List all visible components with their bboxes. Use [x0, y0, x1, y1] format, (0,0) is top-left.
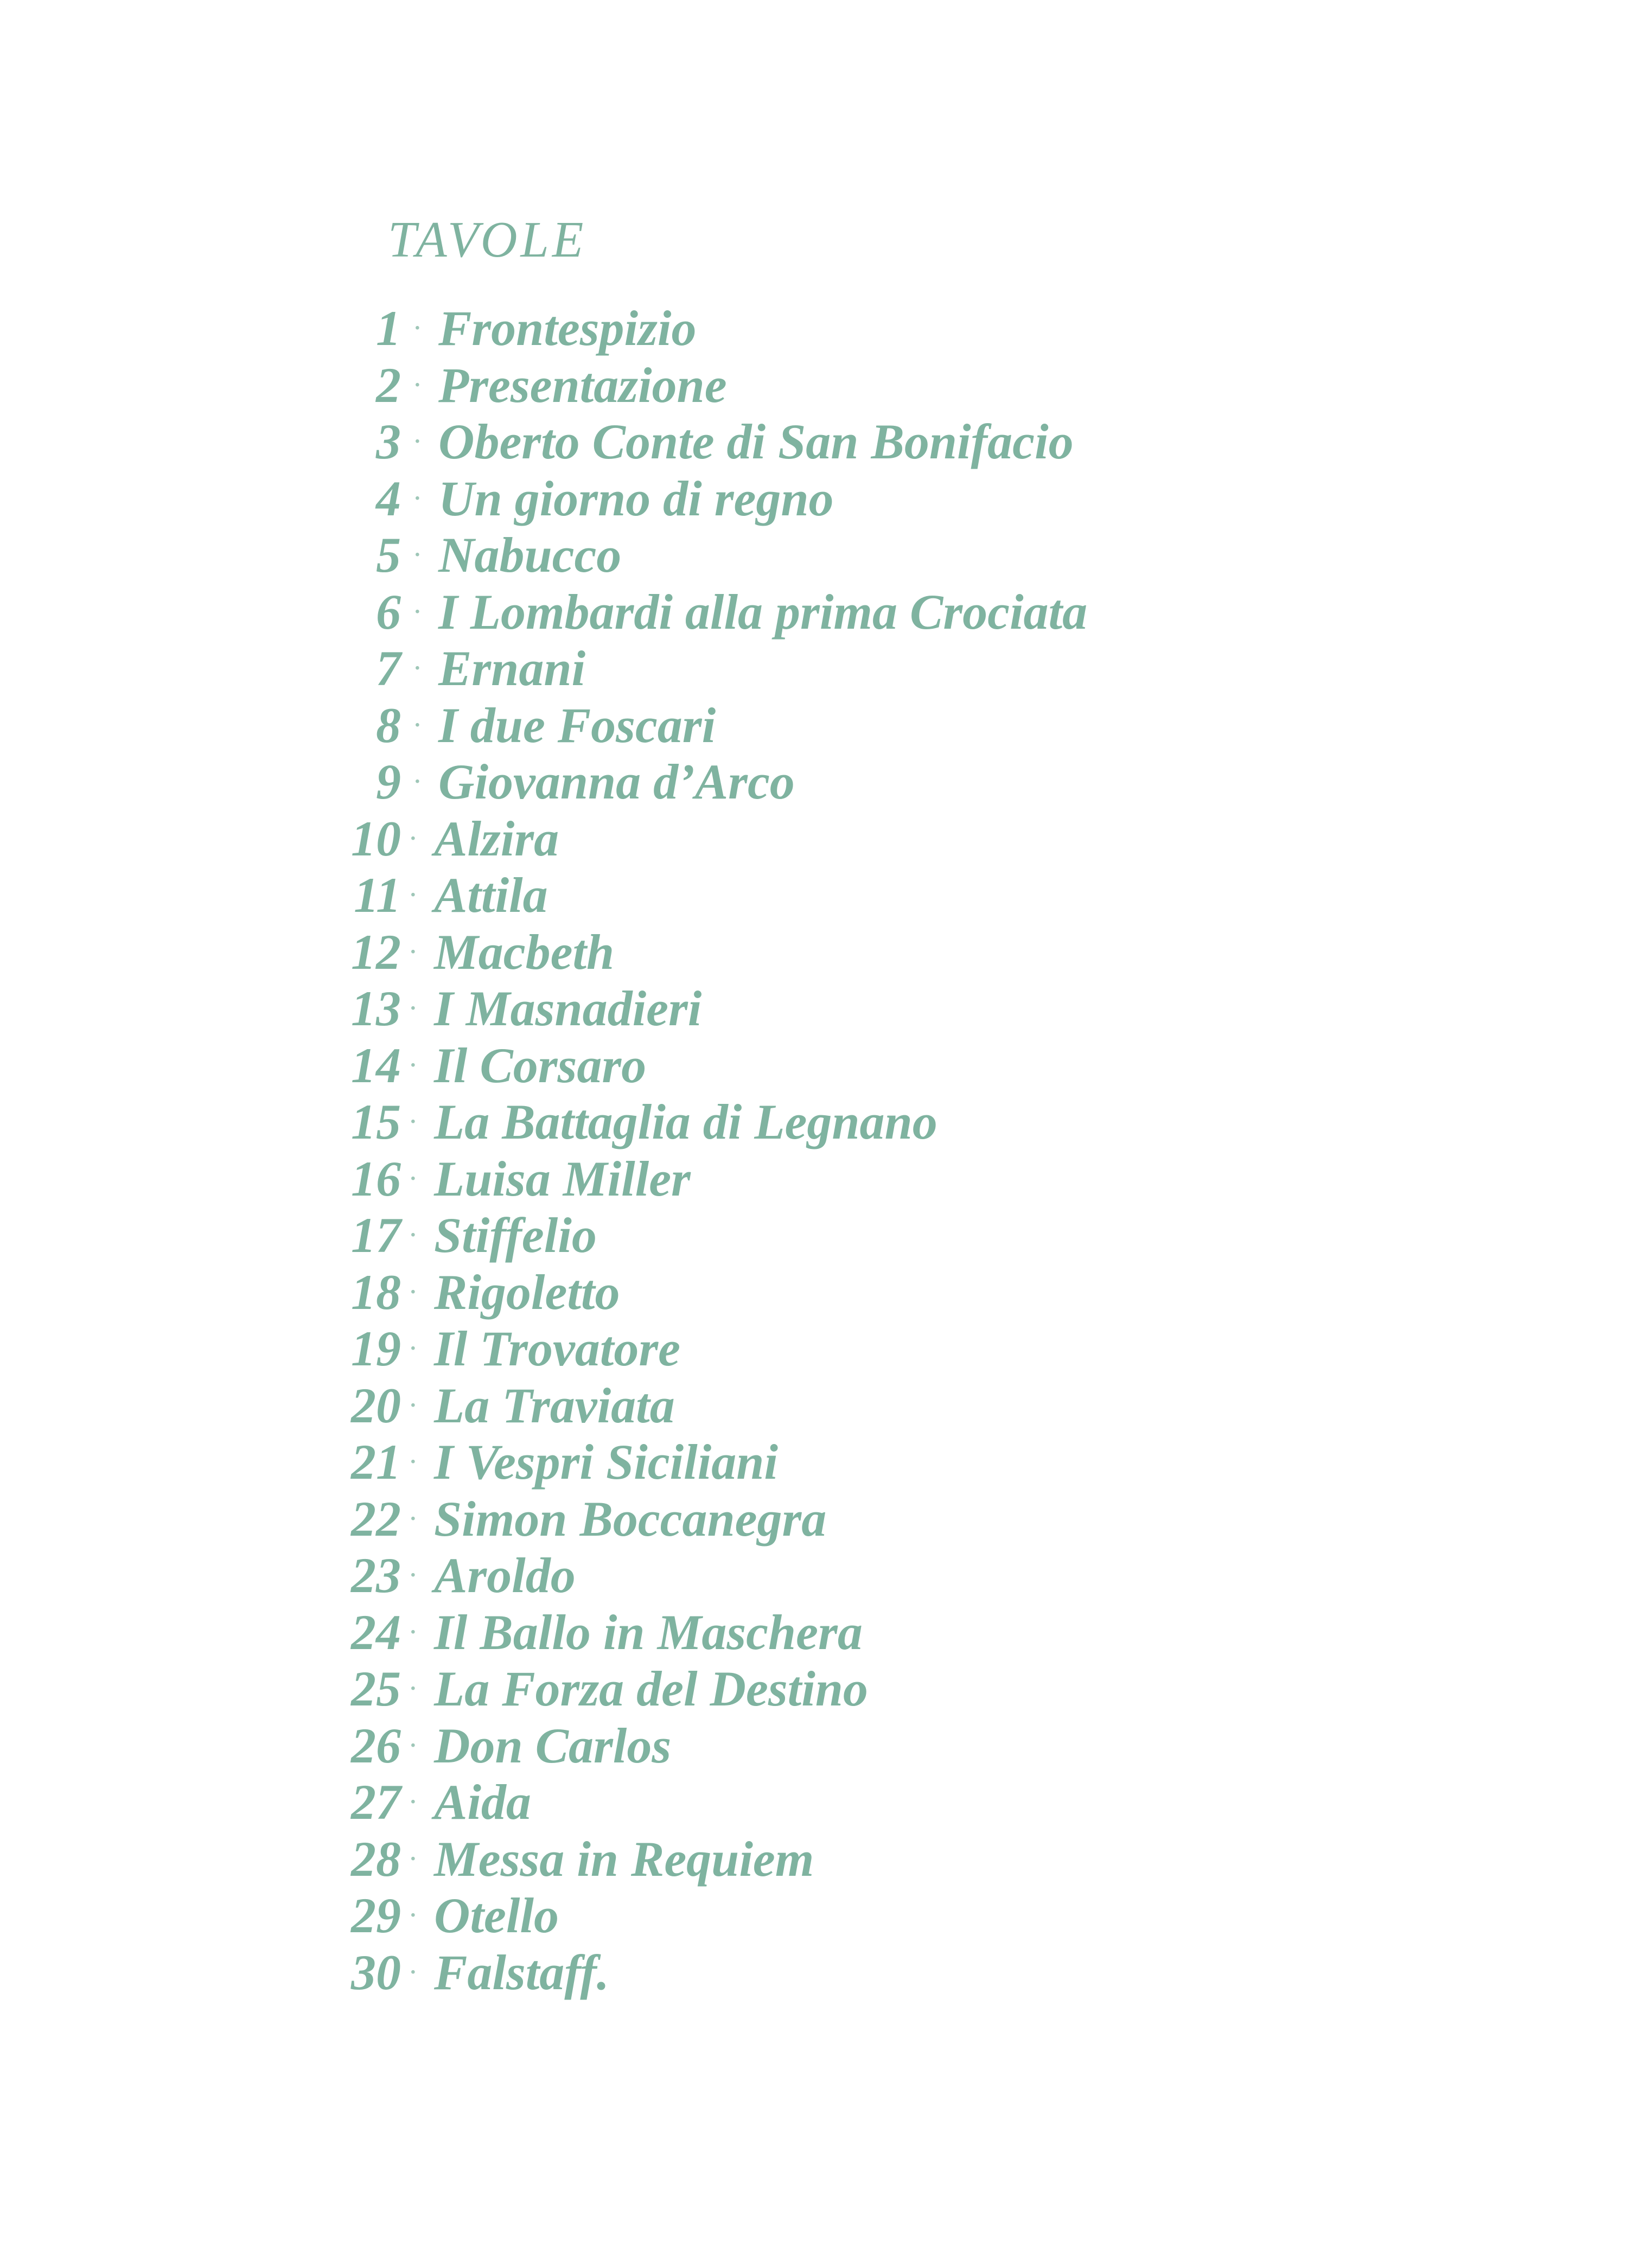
separator-dot: ·: [412, 481, 423, 515]
plate-number: 20: [351, 1377, 401, 1433]
plate-title: La Forza del Destino: [434, 1661, 868, 1716]
list-item: [0, 981, 1639, 1038]
list-item: [0, 528, 1639, 585]
list-item: [0, 471, 1639, 528]
separator-dot: ·: [408, 1502, 418, 1536]
plate-number: 25: [351, 1661, 401, 1716]
plate-title: Il Corsaro: [434, 1037, 647, 1093]
separator-dot: ·: [408, 1955, 418, 1989]
separator-dot: ·: [408, 1445, 418, 1479]
list-item: [0, 698, 1639, 755]
separator-dot: ·: [408, 1388, 418, 1422]
separator-dot: ·: [408, 821, 418, 855]
plate-title: Aida: [434, 1774, 531, 1830]
list-item: [0, 1605, 1639, 1662]
list-item: [0, 358, 1639, 415]
list-item: [0, 1321, 1639, 1378]
plate-number: 19: [351, 1321, 401, 1376]
list-item: [0, 641, 1639, 698]
plate-number: 3: [376, 414, 401, 469]
plate-number: 28: [351, 1831, 401, 1887]
separator-dot: ·: [412, 651, 423, 685]
separator-dot: ·: [408, 1105, 418, 1139]
plate-title: Simon Boccanegra: [434, 1491, 827, 1547]
list-item: [0, 1662, 1639, 1718]
plate-number: 11: [354, 867, 401, 923]
plate-title: La Traviata: [434, 1377, 675, 1433]
separator-dot: ·: [412, 595, 423, 629]
plate-title: Rigoletto: [434, 1264, 620, 1320]
separator-dot: ·: [408, 1048, 418, 1082]
separator-dot: ·: [408, 1275, 418, 1309]
plate-number: 23: [351, 1548, 401, 1603]
list-item: [0, 414, 1639, 471]
plate-number: 13: [351, 981, 401, 1036]
list-item: [0, 1945, 1639, 2002]
plate-title: I Lombardi alla prima Crociata: [438, 584, 1088, 640]
plate-number: 2: [376, 357, 401, 413]
plate-number: 17: [351, 1208, 401, 1263]
plate-title: Macbeth: [434, 924, 615, 980]
plate-number: 21: [351, 1434, 401, 1490]
list-item: [0, 1152, 1639, 1209]
plate-title: I Vespri Siciliani: [434, 1434, 778, 1490]
list-item: [0, 585, 1639, 642]
plate-title: Presentazione: [438, 357, 727, 413]
plate-number: 4: [376, 470, 401, 526]
list-item: [0, 1832, 1639, 1889]
plate-number: 10: [351, 810, 401, 866]
separator-dot: ·: [408, 1842, 418, 1876]
list-item: [0, 1095, 1639, 1152]
list-item: [0, 1548, 1639, 1605]
plate-title: Otello: [434, 1888, 559, 1943]
plate-title: Nabucco: [438, 527, 622, 583]
plate-title: Oberto Conte di San Bonifacio: [438, 414, 1074, 469]
separator-dot: ·: [408, 935, 418, 969]
separator-dot: ·: [412, 311, 423, 345]
plate-number: 15: [351, 1094, 401, 1149]
plate-number: 24: [351, 1604, 401, 1660]
list-item: [0, 1265, 1639, 1322]
plate-title: La Battaglia di Legnano: [434, 1094, 938, 1149]
list-item: [0, 1208, 1639, 1265]
separator-dot: ·: [408, 1615, 418, 1649]
plate-title: Aroldo: [434, 1548, 576, 1603]
list-item: [0, 1775, 1639, 1832]
plate-number: 22: [351, 1491, 401, 1547]
plate-title: Falstaff.: [434, 1944, 609, 2000]
list-item: [0, 1435, 1639, 1492]
plate-title: Luisa Miller: [434, 1151, 691, 1206]
plate-number: 26: [351, 1717, 401, 1773]
table-of-plates: [0, 301, 1639, 2002]
plate-number: 7: [376, 641, 401, 696]
plate-title: Messa in Requiem: [434, 1831, 814, 1887]
list-item: [0, 1718, 1639, 1775]
plate-title: Giovanna d’Arco: [438, 754, 795, 809]
plate-number: 29: [351, 1888, 401, 1943]
separator-dot: ·: [408, 1332, 418, 1365]
plate-number: 1: [376, 301, 401, 356]
separator-dot: ·: [412, 765, 423, 798]
list-item: [0, 1378, 1639, 1435]
separator-dot: ·: [408, 1672, 418, 1705]
separator-dot: ·: [408, 878, 418, 912]
plate-number: 16: [351, 1151, 401, 1206]
plate-title: Il Ballo in Maschera: [434, 1604, 863, 1660]
list-item: [0, 301, 1639, 358]
plate-title: I Masnadieri: [434, 981, 702, 1036]
plate-number: 9: [376, 754, 401, 809]
separator-dot: ·: [408, 1161, 418, 1196]
plate-title: Attila: [434, 867, 548, 923]
plate-number: 14: [351, 1037, 401, 1093]
list-item: [0, 868, 1639, 925]
plate-title: I due Foscari: [438, 697, 716, 753]
separator-dot: ·: [408, 1558, 418, 1592]
plate-number: 27: [351, 1774, 401, 1830]
separator-dot: ·: [412, 538, 423, 572]
separator-dot: ·: [412, 368, 423, 402]
list-item: [0, 1038, 1639, 1095]
separator-dot: ·: [408, 1899, 418, 1932]
list-item: [0, 1492, 1639, 1549]
separator-dot: ·: [408, 992, 418, 1025]
plate-number: 8: [376, 697, 401, 753]
separator-dot: ·: [408, 1218, 418, 1252]
plate-number: 6: [376, 584, 401, 640]
separator-dot: ·: [408, 1728, 418, 1762]
plate-number: 5: [376, 527, 401, 583]
plate-title: Frontespizio: [438, 301, 697, 356]
list-item: [0, 1888, 1639, 1945]
list-item: [0, 812, 1639, 868]
separator-dot: ·: [412, 425, 423, 458]
plate-title: Ernani: [438, 641, 586, 696]
plate-number: 18: [351, 1264, 401, 1320]
page-title: TAVOLE: [388, 212, 587, 268]
separator-dot: ·: [408, 1785, 418, 1819]
separator-dot: ·: [412, 708, 423, 742]
list-item: [0, 925, 1639, 982]
plate-number: 12: [351, 924, 401, 980]
plate-number: 30: [351, 1944, 401, 2000]
plate-title: Alzira: [434, 810, 559, 866]
plate-title: Il Trovatore: [434, 1321, 680, 1376]
plate-title: Don Carlos: [434, 1717, 672, 1773]
list-item: [0, 755, 1639, 812]
plate-title: Stiffelio: [434, 1208, 597, 1263]
plate-title: Un giorno di regno: [438, 470, 834, 526]
